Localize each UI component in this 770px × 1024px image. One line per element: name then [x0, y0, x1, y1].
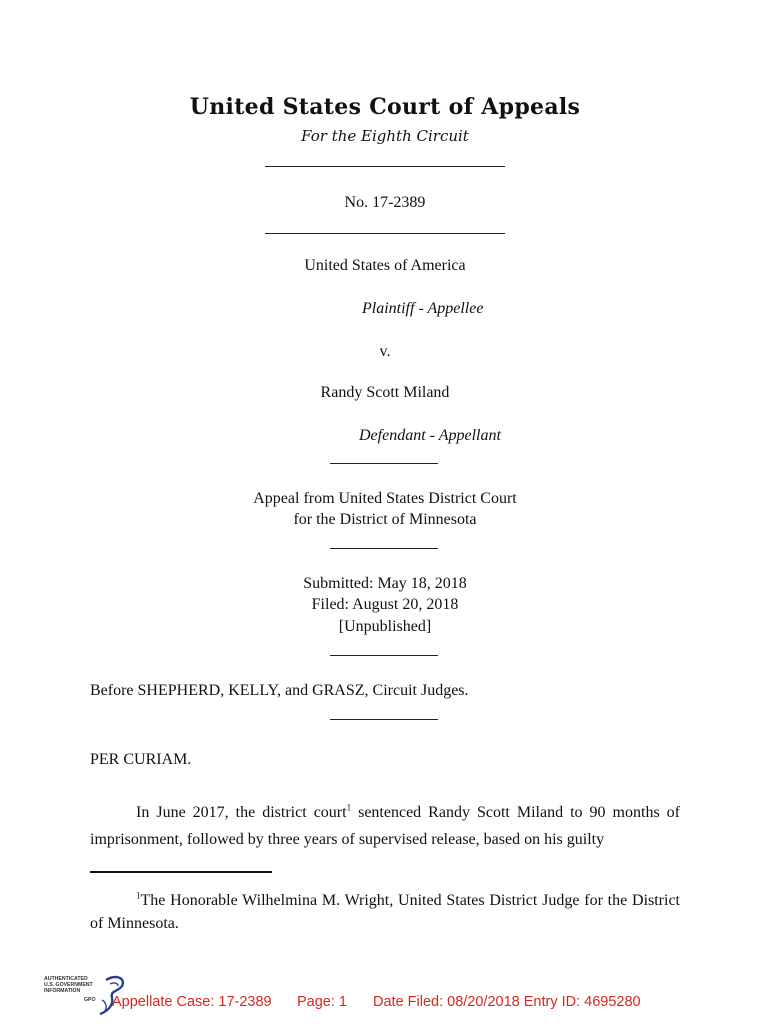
submitted-date: Submitted: May 18, 2018: [303, 575, 467, 592]
footnote-mark: 1: [136, 890, 141, 901]
circuit-subtitle: For the Eighth Circuit: [301, 127, 469, 145]
plaintiff-name: United States of America: [304, 257, 466, 274]
publication-status: [Unpublished]: [338, 618, 432, 635]
defendant-name: Randy Scott Miland: [320, 384, 450, 401]
plaintiff-role: Plaintiff - Appellee: [362, 300, 484, 317]
section-rule: [330, 463, 438, 464]
opinion-paragraph: [90, 799, 680, 853]
section-rule: [330, 655, 438, 656]
defendant-role: Defendant - Appellant: [359, 427, 501, 444]
header-rule: [265, 166, 505, 167]
paragraph-text-start: In June 2017, the district court: [136, 804, 347, 821]
footnote-rule: [90, 871, 272, 873]
footer-filed: Date Filed: 08/20/2018 Entry ID: 4695280: [373, 994, 641, 1010]
panel-judges: Before SHEPHERD, KELLY, and GRASZ, Circuit Judges.: [90, 682, 469, 699]
footer-case: Appellate Case: 17-2389: [112, 994, 272, 1010]
filed-date: Filed: August 20, 2018: [311, 596, 459, 613]
case-number-rule: [265, 233, 505, 234]
footer-page: Page: 1: [297, 994, 347, 1010]
section-rule: [330, 719, 438, 720]
footnote: [90, 889, 680, 935]
case-number: No. 17-2389: [344, 194, 426, 211]
appeal-line-2: for the District of Minnesota: [293, 511, 477, 528]
per-curiam: PER CURIAM.: [90, 751, 192, 768]
footnote-ref[interactable]: 1: [346, 802, 352, 813]
appeal-line-1: Appeal from United States District Court: [253, 490, 517, 507]
versus: v.: [379, 343, 391, 360]
paragraph-text-rest: sentenced Randy Scott Miland to 90 months of imprisonment, followed by three years of supervised release, based on his guilty: [90, 804, 681, 848]
section-rule: [330, 548, 438, 549]
gpo-authentication-seal: AUTHENTICATED U.S. GOVERNMENT INFORMATION GPO: [44, 972, 128, 1016]
footnote-text: The Honorable Wilhelmina M. Wright, United States District Judge for the District of Minnesota.: [90, 892, 680, 932]
court-title: United States Court of Appeals: [189, 94, 581, 120]
